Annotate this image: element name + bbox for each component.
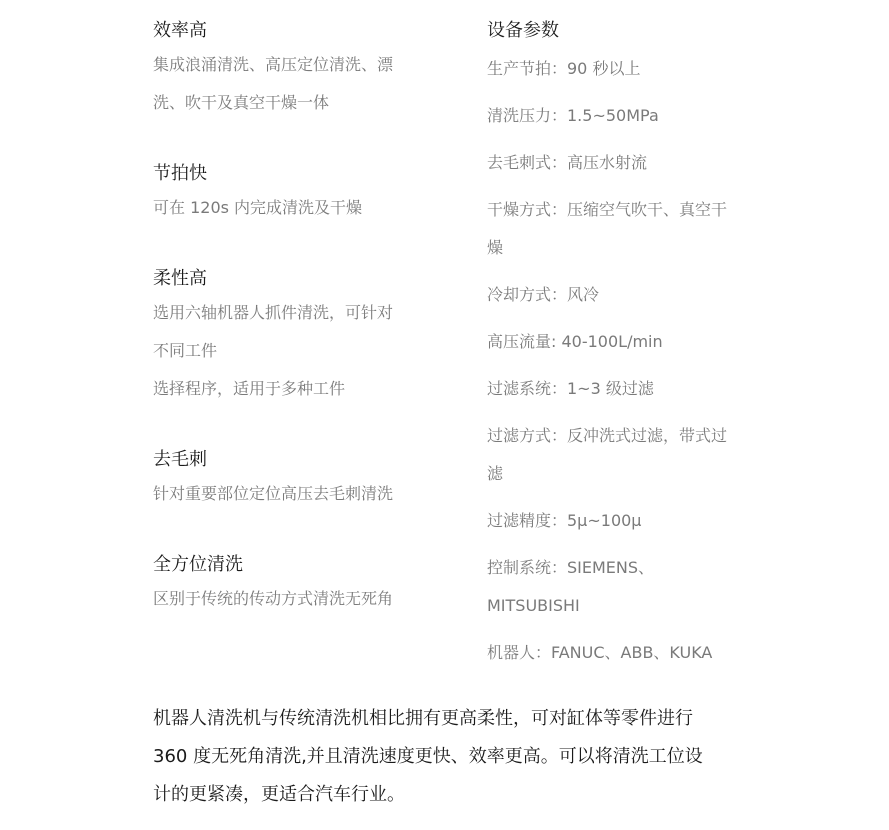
feature-title: 效率高 xyxy=(153,20,207,41)
feature-line: 针对重要部位定位高压去毛刺清洗 xyxy=(153,484,394,503)
feature-line: 可在 120s 内完成清洗及干燥 xyxy=(153,198,363,217)
feature-line: 选用六轴机器人抓件清洗，可针对 xyxy=(153,303,394,322)
spec-item xyxy=(487,323,749,361)
feature-title: 节拍快 xyxy=(153,163,207,184)
spec-item xyxy=(487,634,749,672)
feature-title: 柔性高 xyxy=(153,268,207,289)
feature-flexibility xyxy=(153,264,423,408)
feature-all-round-cleaning xyxy=(153,550,423,618)
spec-line: 干燥方式：压缩空气吹干、真空干 xyxy=(487,200,728,219)
spec-line: 冷却方式：风冷 xyxy=(487,285,600,304)
summary-line: 360 度无死角清洗,并且清洗速度更快、效率更高。可以将清洗工位设 xyxy=(153,746,703,767)
spec-line: MITSUBISHI xyxy=(487,596,580,615)
specs-column xyxy=(487,16,749,681)
spec-line: 过滤系统：1~3 级过滤 xyxy=(487,379,654,398)
spec-line: 机器人：FANUC、ABB、KUKA xyxy=(487,643,713,662)
spec-item xyxy=(487,97,749,135)
spec-item xyxy=(487,276,749,314)
spec-line: 滤 xyxy=(487,464,504,483)
feature-line: 不同工件 xyxy=(153,341,218,360)
spec-line: 清洗压力：1.5~50MPa xyxy=(487,106,659,125)
feature-line: 洗、吹干及真空干燥一体 xyxy=(153,93,330,112)
spec-item xyxy=(487,502,749,540)
spec-item xyxy=(487,144,749,182)
feature-line: 区别于传统的传动方式清洗无死角 xyxy=(153,589,394,608)
spec-item xyxy=(487,191,749,267)
spec-item xyxy=(487,549,749,625)
feature-line: 选择程序，适用于多种工件 xyxy=(153,379,346,398)
feature-title: 全方位清洗 xyxy=(153,554,243,575)
spec-line: 高压流量: 40-100L/min xyxy=(487,332,663,351)
spec-line: 过滤方式：反冲洗式过滤，带式过 xyxy=(487,426,728,445)
spec-line: 燥 xyxy=(487,238,504,257)
feature-line: 集成浪涌清洗、高压定位清洗、漂 xyxy=(153,55,394,74)
spec-line: 过滤精度：5μ~100μ xyxy=(487,511,642,530)
summary-line: 计的更紧凑，更适合汽车行业。 xyxy=(153,784,405,805)
spec-line: 控制系统：SIEMENS、 xyxy=(487,558,655,577)
spec-line: 去毛刺式：高压水射流 xyxy=(487,153,648,172)
feature-cycle-time xyxy=(153,159,423,227)
summary-paragraph xyxy=(153,700,753,814)
feature-deburring xyxy=(153,445,423,513)
summary-line: 机器人清洗机与传统清洗机相比拥有更高柔性，可对缸体等零件进行 xyxy=(153,708,693,729)
feature-efficiency xyxy=(153,16,423,122)
spec-line: 生产节拍：90 秒以上 xyxy=(487,59,641,78)
spec-item xyxy=(487,370,749,408)
features-column xyxy=(153,16,423,618)
feature-title: 去毛刺 xyxy=(153,449,207,470)
spec-item xyxy=(487,417,749,493)
spec-item xyxy=(487,50,749,88)
specs-title: 设备参数 xyxy=(487,20,559,41)
